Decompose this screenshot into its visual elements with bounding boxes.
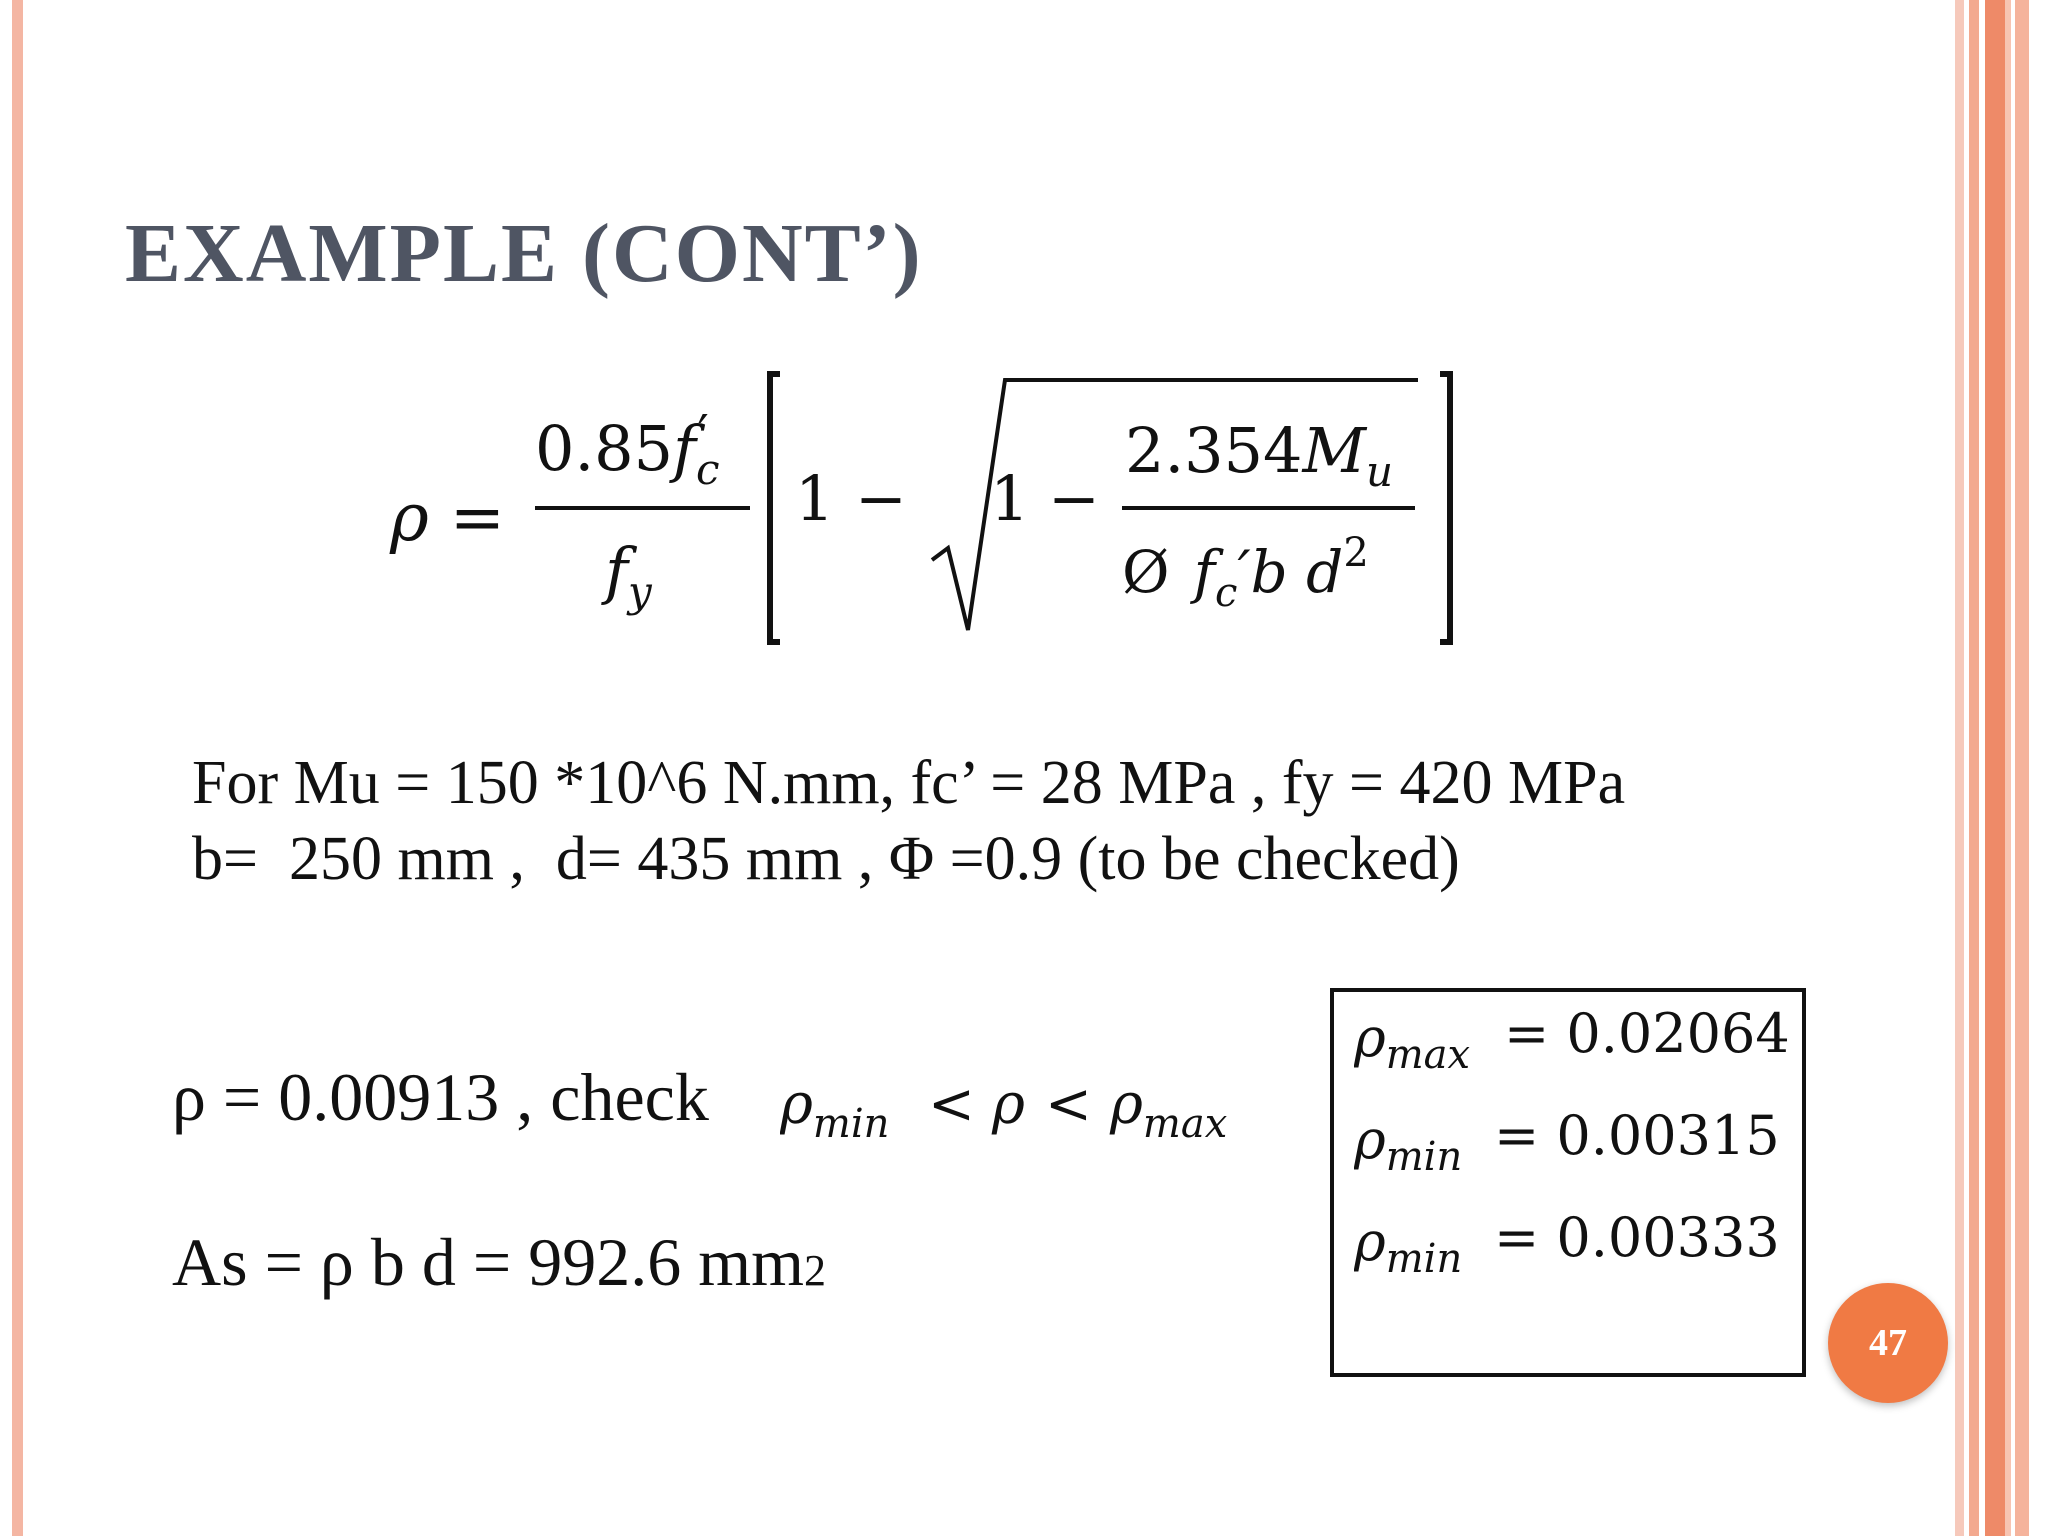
formula-inner-minus: −: [1048, 462, 1100, 535]
right-decorative-stripe: [2015, 0, 2029, 1536]
given-values-line-1: For Mu = 150 *10^6 N.mm, fc’ = 28 MPa , fy = 420 MPa: [192, 749, 1626, 817]
svg-text:= 0.00333: = 0.00333: [1494, 1208, 1780, 1269]
svg-text:ρmin: $\rho_{min}$: [1354, 1210, 1463, 1282]
formula-coef-numerator: $0.85f_c'$: [535, 404, 720, 494]
rho-formula: [380, 360, 1460, 660]
page-number: 47: [1869, 1322, 1907, 1364]
svg-text:ρmin: $\rho_{min}$: [780, 1072, 890, 1147]
slide-title: EXAMPLE (CONT’): [125, 207, 923, 300]
svg-text:= 0.02064: = 0.02064: [1504, 1006, 1790, 1065]
right-decorative-stripe: [1985, 0, 2005, 1536]
area-steel-result: As = ρ b d = 992.6 mm2: [172, 1224, 826, 1300]
right-decorative-stripe: [1969, 0, 1979, 1536]
svg-text:ρ: ρ: [992, 1072, 1025, 1137]
rho-result: ρ = 0.00913 , check: [172, 1059, 709, 1135]
given-values-line-2: b= 250 mm , d= 435 mm , Φ =0.9 (to be checked): [192, 825, 1460, 893]
svg-text:= 0.00315: = 0.00315: [1494, 1106, 1780, 1167]
formula-inner-denominator: Ø $f_c'b$ $d^2$: [1122, 530, 1369, 616]
rho-min-row: [1354, 1106, 1794, 1186]
rho-min-row: [1354, 1208, 1794, 1288]
formula-inner-one: 1: [990, 462, 1030, 535]
svg-text:ρmax: $\rho_{max}$: [1354, 1006, 1471, 1078]
formula-minus: −: [855, 462, 907, 535]
left-bracket: [770, 374, 780, 642]
right-decorative-stripe: [1955, 0, 1964, 1536]
svg-text:<: <: [1045, 1072, 1092, 1137]
rho-max-row: [1354, 1006, 1794, 1086]
svg-text:<: <: [928, 1072, 975, 1137]
svg-text:ρmax: $\rho_{max}$: [1110, 1072, 1228, 1147]
rho-check-expression: [780, 1065, 1250, 1155]
right-bracket: [1440, 374, 1450, 642]
svg-text:ρmin: $\rho_{min}$: [1354, 1108, 1463, 1180]
page-number-badge: [1828, 1283, 1948, 1403]
left-decorative-border: [12, 0, 23, 1536]
formula-inner-numerator: $2.354M_u$: [1125, 414, 1394, 496]
formula-one: 1: [795, 462, 835, 535]
formula-coef-denominator: $f_y$: [605, 534, 652, 616]
right-decorative-stripe: [2005, 0, 2011, 1536]
rho-limits-box: [1330, 988, 1806, 1377]
formula-lhs: ρ =: [390, 479, 506, 556]
